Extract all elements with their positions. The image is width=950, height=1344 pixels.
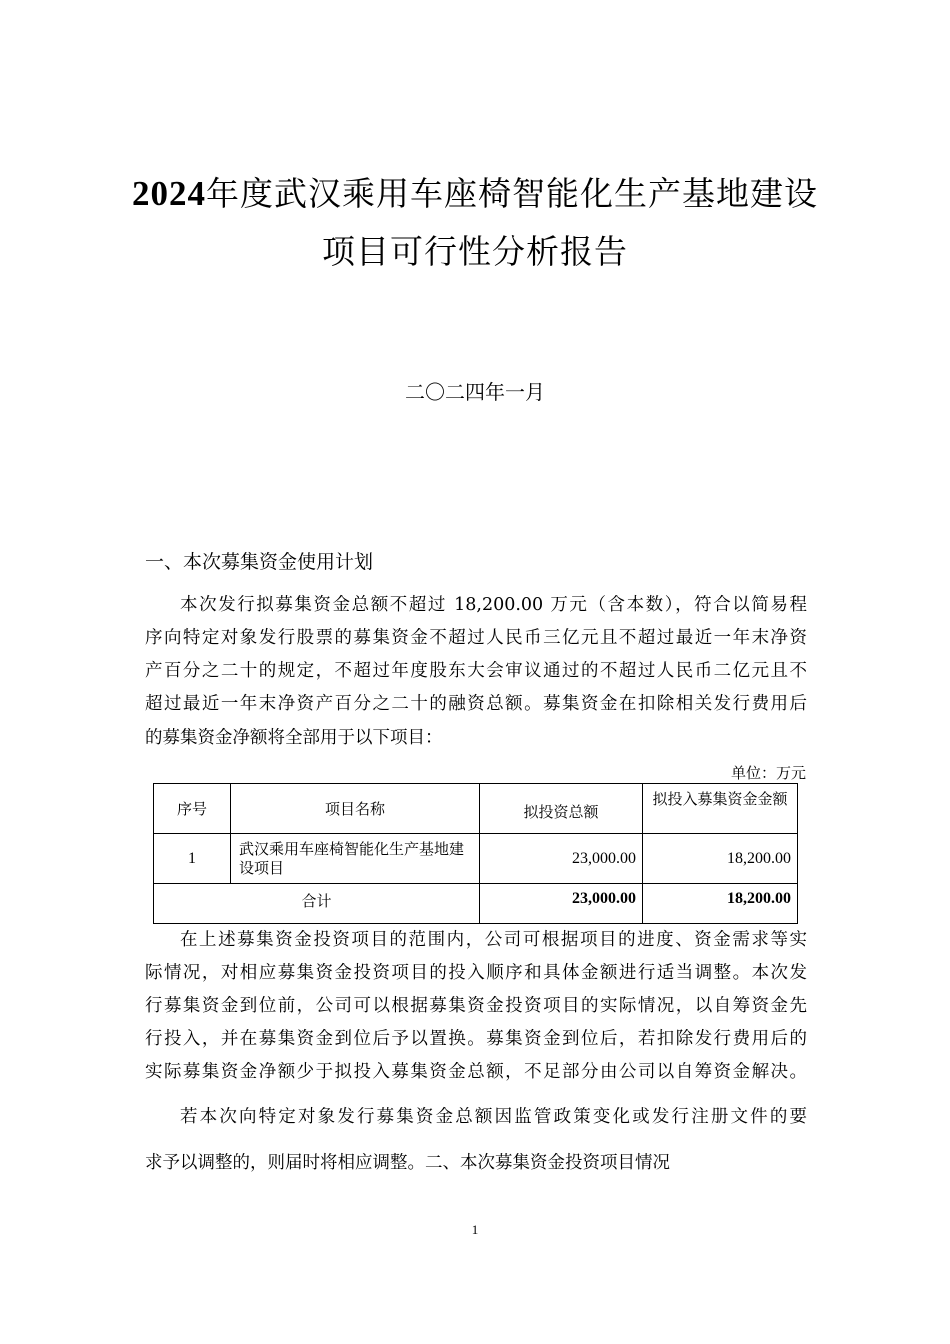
paragraph-line: 本次发行拟募集资金总额不超过 18,200.00 万元（含本数），符合以简易程 xyxy=(180,595,807,615)
sum-label: 合计 xyxy=(154,884,480,924)
sum-raised: 18,200.00 xyxy=(643,884,798,924)
cell-no: 1 xyxy=(154,834,231,884)
paragraph-line: 求予以调整的，则届时将相应调整。二、本次募集资金投资项目情况 xyxy=(145,1153,670,1173)
document-date: 二〇二四年一月 xyxy=(405,380,545,404)
paragraph-line: 行募集资金到位前，公司可以根据募集资金投资项目的实际情况，以自筹资金先 xyxy=(145,996,807,1016)
header-cell: 项目名称 xyxy=(231,784,480,834)
document-title-line2: 项目可行性分析报告 xyxy=(322,232,628,271)
paragraph-line: 的募集资金净额将全部用于以下项目： xyxy=(145,728,443,748)
document-title-line1 xyxy=(0,168,950,215)
unit-label: 单位：万元 xyxy=(730,764,806,782)
paragraph-line: 在上述募集资金投资项目的范围内，公司可根据项目的进度、资金需求等实 xyxy=(180,930,807,950)
paragraph-line: 序向特定对象发行股票的募集资金不超过人民币三亿元且不超过最近一年末净资 xyxy=(145,628,807,648)
paragraph-line: 若本次向特定对象发行募集资金总额因监管政策变化或发行注册文件的要 xyxy=(180,1107,807,1127)
header-cell: 拟投入募集资金金额 xyxy=(643,784,798,834)
table-header-row xyxy=(154,784,798,834)
sum-total: 23,000.00 xyxy=(480,884,643,924)
paragraph-line: 产百分之二十的规定，不超过年度股东大会审议通过的不超过人民币二亿元且不 xyxy=(145,661,807,681)
title-year: 2024 xyxy=(132,174,206,213)
cell-name: 武汉乘用车座椅智能化生产基地建设项目 xyxy=(231,834,480,884)
paragraph-line: 行投入，并在募集资金到位后予以置换。募集资金到位后，若扣除发行费用后的 xyxy=(145,1029,807,1049)
funding-table xyxy=(153,783,798,924)
cell-raised: 18,200.00 xyxy=(643,834,798,884)
paragraph-line: 实际募集资金净额少于拟投入募集资金总额，不足部分由公司以自筹资金解决。 xyxy=(145,1062,807,1082)
paragraph-line: 际情况，对相应募集资金投资项目的投入顺序和具体金额进行适当调整。本次发 xyxy=(145,963,807,983)
paragraph-line: 超过最近一年末净资产百分之二十的融资总额。募集资金在扣除相关发行费用后 xyxy=(145,694,807,714)
table-row xyxy=(154,834,798,884)
title-text: 年度武汉乘用车座椅智能化生产基地建设 xyxy=(206,174,818,213)
header-cell: 拟投资总额 xyxy=(480,784,643,834)
cell-total: 23,000.00 xyxy=(480,834,643,884)
section-heading: 一、本次募集资金使用计划 xyxy=(145,551,374,573)
header-cell: 序号 xyxy=(154,784,231,834)
table-sum-row xyxy=(154,884,798,924)
page-number: 1 xyxy=(471,1222,479,1237)
